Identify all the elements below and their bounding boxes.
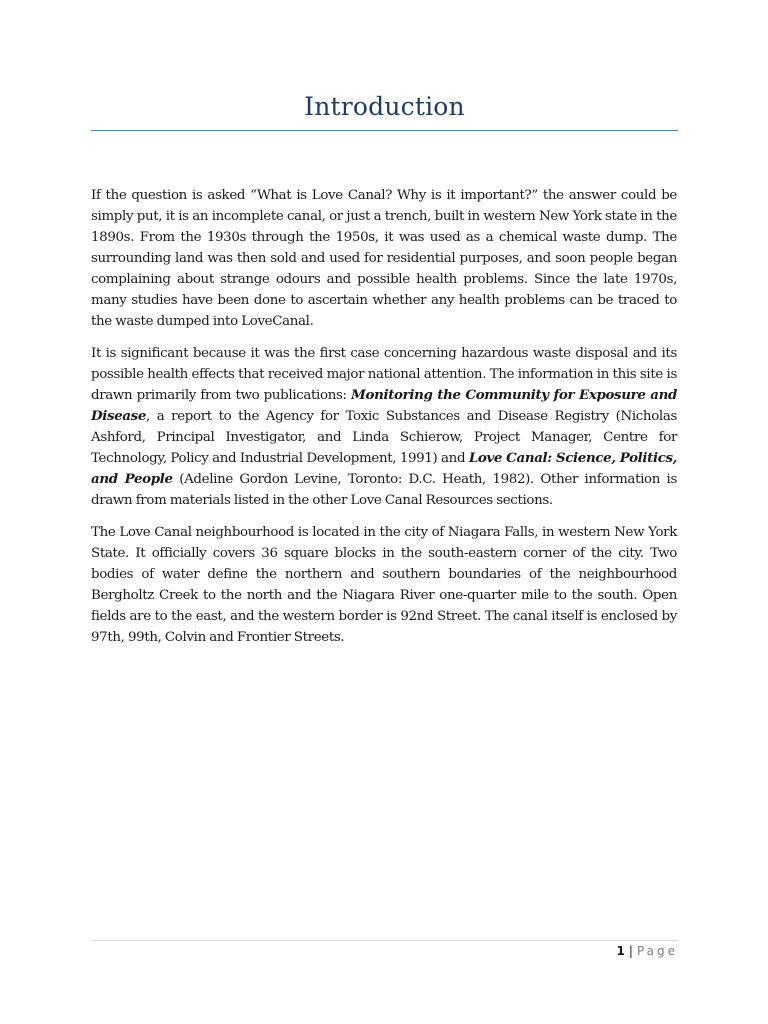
paragraph-2-text-a: It is significant because it was the first case concerning hazardous waste disposal and its possible health effects that received major national attention. The information in this site is drawn primarily from two publications: [91, 346, 677, 403]
page-footer [617, 944, 678, 958]
publication-title-monitoring: Monitoring the Community for Exposure and Disease [91, 387, 678, 424]
paragraph-1 [91, 185, 677, 332]
paragraph-3-text: The Love Canal neighbourhood is located in the city of Niagara Falls, in western New York State. It officially covers 36 square blocks in the south-eastern corner of the city. Two bodies of water define the northern and southern boundaries of the neighbourhood Bergholtz Creek to the north and the Niagara River one-quarter mile to the south. Open fields are to the east, and the western border is 92nd Street. The canal itself is enclosed by 97th, 99th, Colvin and Frontier Streets. [91, 525, 677, 645]
paragraph-2 [91, 343, 677, 511]
paragraph-2-text-c: (Adeline Gordon Levine, Toronto: D.C. Heath, 1982). Other information is drawn from materials listed in the other Love Canal Resources sections. [91, 472, 677, 508]
document-body [91, 185, 677, 659]
paragraph-2-text-b: , a report to the Agency for Toxic Substances and Disease Registry (Nicholas Ashford, Principal Investigator, and Linda Schierow, Project Manager, Centre for Technology, Policy and Industrial Development, 1991) and [91, 409, 677, 466]
footer-separator: | [628, 944, 633, 958]
publication-title-love-canal: Love Canal: Science, Politics, and People [91, 450, 677, 487]
paragraph-3 [91, 522, 677, 648]
paragraph-1-text: If the question is asked “What is Love Canal? Why is it important?” the answer could be simply put, it is an incomplete canal, or just a trench, built in western New York state in the 1890s. From the 1930s through the 1950s, it was used as a chemical waste dump. The surrounding land was then sold and used for residential purposes, and soon people began complaining about strange odours and possible health problems. Since the late 1970s, many studies have been done to ascertain whether any health problems can be traced to the waste dumped into LoveCanal. [91, 188, 677, 329]
page-number: 1 [616, 944, 625, 958]
footer-divider [91, 940, 678, 941]
page-label: Page [636, 944, 678, 958]
title-divider [91, 130, 678, 131]
page-title: Introduction [304, 92, 465, 121]
